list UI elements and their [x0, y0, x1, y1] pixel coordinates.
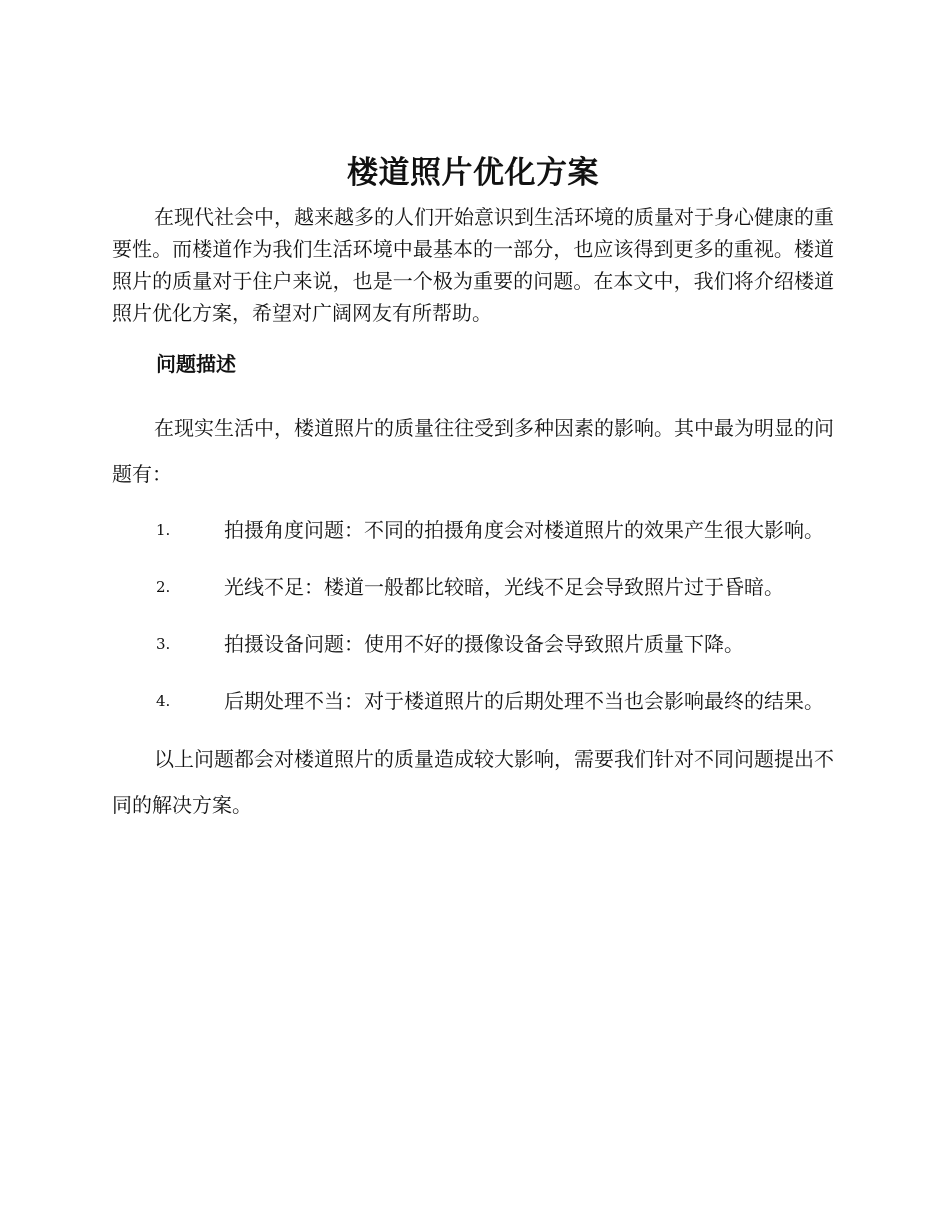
list-item	[112, 678, 834, 724]
conclusion-paragraph: 以上问题都会对楼道照片的质量造成较大影响，需要我们针对不同问题提出不同的解决方案。	[112, 747, 834, 817]
list-item	[112, 564, 834, 610]
list-item-text: 拍摄角度问题：不同的拍摄角度会对楼道照片的效果产生很大影响。	[224, 518, 824, 542]
list-item	[112, 621, 834, 667]
problem-list	[112, 507, 834, 724]
list-item-text: 光线不足：楼道一般都比较暗，光线不足会导致照片过于昏暗。	[224, 575, 784, 599]
list-item-number: 2.	[156, 578, 171, 596]
list-item-number: 1.	[156, 521, 171, 539]
intro-paragraph: 在现代社会中，越来越多的人们开始意识到生活环境的质量对于身心健康的重要性。而楼道作为我们生活环境中最基本的一部分，也应该得到更多的重视。楼道照片的质量对于住户来说，也是一个极为重要的问题。在本文中，我们将介绍楼道照片优化方案，希望对广阔网友有所帮助。	[112, 205, 834, 325]
document-body	[112, 150, 834, 828]
document-title: 楼道照片优化方案	[347, 155, 599, 191]
list-item-text: 拍摄设备问题：使用不好的摄像设备会导致照片质量下降。	[224, 632, 744, 656]
list-item-number: 3.	[156, 635, 171, 653]
section-heading: 问题描述	[156, 352, 236, 376]
list-item-number: 4.	[156, 692, 171, 710]
section-intro-paragraph: 在现实生活中，楼道照片的质量往往受到多种因素的影响。其中最为明显的问题有：	[112, 416, 834, 486]
list-item-text: 后期处理不当：对于楼道照片的后期处理不当也会影响最终的结果。	[224, 689, 824, 713]
list-item	[112, 507, 834, 553]
